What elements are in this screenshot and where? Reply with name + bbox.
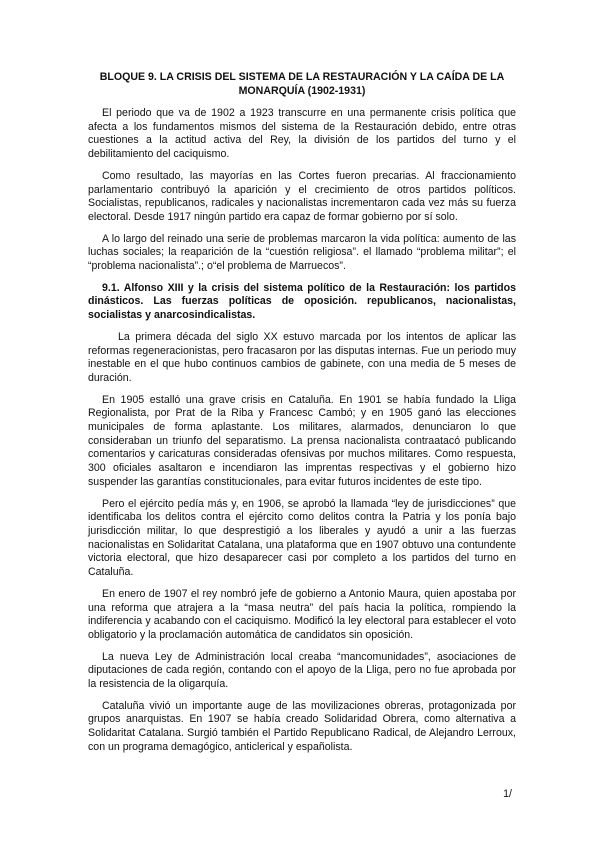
page-number: 1/ [503, 788, 512, 800]
intro-paragraph-1: El periodo que va de 1902 a 1923 transcurre en una permanente crisis política que afecta a los fundamentos mismos del sistema de la Restauración debido, entre otras cuestiones a la actitud activa del Rey, la división de los partidos del turno y el debilitamiento del caciquismo. [88, 107, 516, 161]
intro-paragraph-2: Como resultado, las mayorías en las Cortes fueron precarias. Al fraccionamiento parlamentario contribuyó la aparición y el crecimiento de otros partidos políticos. Socialistas, republicanos, radicales y nacionalistas incrementaron cada vez más su fuerza electoral. Desde 1917 ningún partido era capaz de formar gobierno por sí solo. [88, 169, 516, 223]
section-heading: 9.1. Alfonso XIII y la crisis del sistema político de la Restauración: los partidos dinásticos. Las fuerzas políticas de oposición. republicanos, nacionalistas, socialistas y anarcosindicalistas. [88, 281, 516, 322]
document-page [88, 70, 516, 763]
section-paragraph-5: La nueva Ley de Administración local creaba “mancomunidades”, asociaciones de diputaciones de cada región, contando con el apoyo de la Lliga, pero no fue aprobada por la resistencia de la oligarquía. [88, 650, 516, 691]
section-paragraph-2: En 1905 estalló una grave crisis en Cataluña. En 1901 se había fundado la Lliga Regionalista, por Prat de la Riba y Francesc Cambó; y en 1905 ganó las elecciones municipales de forma aplastante. Los militares, alarmados, denunciaron lo que consideraban un triunfo del separatismo. La prensa nacionalista contraatacó publicando comentarios y caricaturas consideradas ofensivas por muchos militares. Como respuesta, 300 oficiales asaltaron e incendiaron las imprentas respectivas y el gobierno hizo suspender las garantías constitucionales, para evitar futuros incidentes de este tipo. [88, 393, 516, 488]
document-title: BLOQUE 9. LA CRISIS DEL SISTEMA DE LA RESTAURACIÓN Y LA CAÍDA DE LA MONARQUÍA (1902-1931) [99, 71, 505, 97]
section-paragraph-1: La primera década del siglo XX estuvo marcada por los intentos de aplicar las reformas regeneracionistas, pero fracasaron por las disputas internas. Fue un periodo muy inestable en el que hubo continuos cambios de gabinete, con una media de 5 meses de duración. [88, 330, 516, 384]
intro-paragraph-3: A lo largo del reinado una serie de problemas marcaron la vida política: aumento de las luchas sociales; la reaparición de la “cuestión religiosa”. el llamado “problema militar”; el “problema nacionalista”.; o“el problema de Marruecos”. [88, 232, 516, 273]
section-paragraph-3: Pero el ejército pedía más y, en 1906, se aprobó la llamada “ley de jurisdicciones” que identificaba los delitos contra el ejército como delitos contra la Patria y los ponía bajo jurisdicción militar, lo que desprestigió a los liberales y ayudó a unir a las fuerzas nacionalistas en Solidaritat Catalana, una plataforma que en 1907 obtuvo una contundente victoria electoral, que hizo desaparecer casi por completo a los partidos del turno en Cataluña. [88, 497, 516, 579]
section-paragraph-4: En enero de 1907 el rey nombró jefe de gobierno a Antonio Maura, quien apostaba por una reforma que atrajera a la “masa neutra” del país hacia la política, rompiendo la indiferencia y acabando con el caciquismo. Modificó la ley electoral para establecer el voto obligatorio y la proclamación automática de candidatos sin oposición. [88, 587, 516, 641]
section-paragraph-6: Cataluña vivió un importante auge de las movilizaciones obreras, protagonizada por grupos anarquistas. En 1907 se había creado Solidaridad Obrera, como alternativa a Solidaritat Catalana. Surgió también el Partido Republicano Radical, de Alejandro Lerroux, con un programa demagógico, anticlerical y españolista. [88, 699, 516, 753]
